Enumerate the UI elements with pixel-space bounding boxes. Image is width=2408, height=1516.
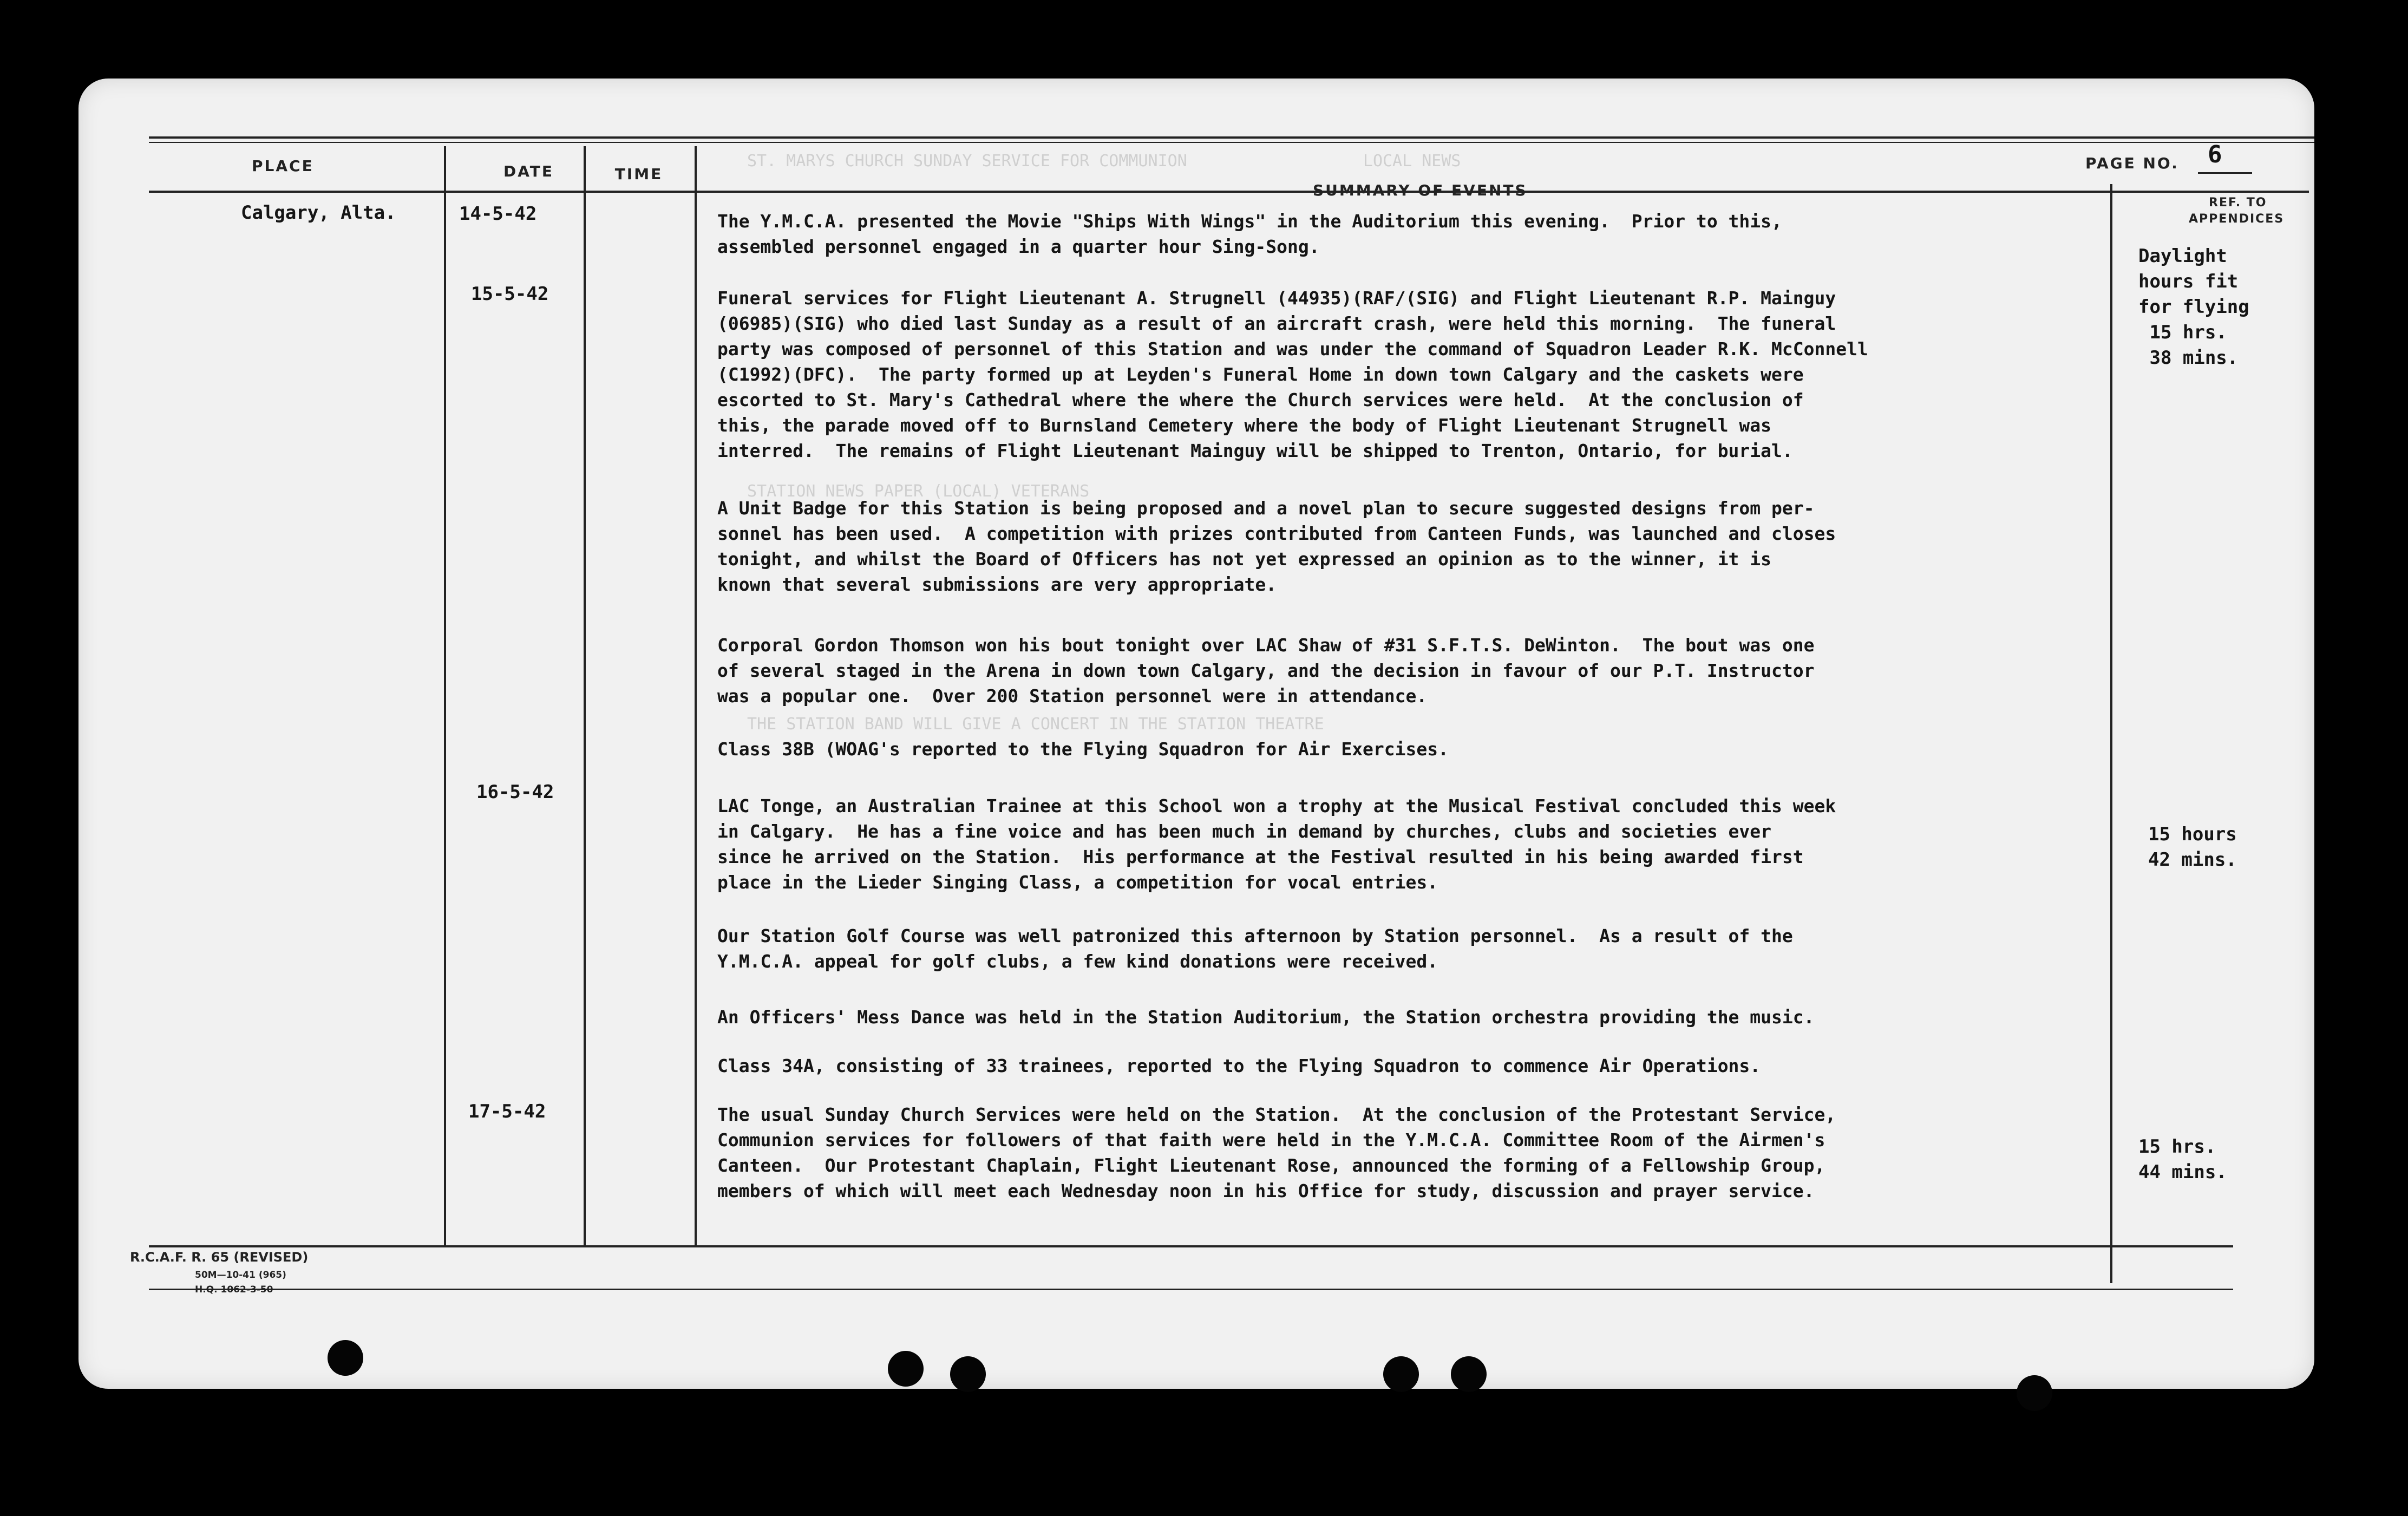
bleed-through-text: STATION NEWS PAPER (LOCAL) VETERANS: [747, 482, 1090, 501]
header-date: DATE: [503, 162, 554, 180]
date-entry: 16-5-42: [476, 781, 554, 803]
date-entry: 14-5-42: [459, 203, 537, 225]
page-no-underline: [2198, 172, 2252, 174]
event-entry: Corporal Gordon Thomson won his bout tonight over LAC Shaw of #31 S.F.T.S. DeWinton. The bout was one of several staged in the Arena in down town Calgary, and the decision in favour of our P.T. Instructor was a popular one. Over 200 Station personnel were in attendance.: [717, 635, 1815, 707]
col-divider-date: [584, 146, 586, 1245]
event-entry: Our Station Golf Course was well patronized this afternoon by Station personnel. As a result of the Y.M.C.A. appeal for golf clubs, a few kind donations were received.: [717, 925, 1793, 972]
bottom-rule: [149, 1245, 2233, 1247]
header-page-no-label: PAGE NO.: [2085, 154, 2179, 172]
bleed-through-text: THE STATION BAND WILL GIVE A CONCERT IN THE STATION THEATRE: [747, 715, 1324, 734]
date-entry: 17-5-42: [468, 1101, 546, 1122]
event-entry: Class 34A, consisting of 33 trainees, reported to the Flying Squadron to commence Air Operations.: [717, 1055, 1761, 1076]
event-entry: The Y.M.C.A. presented the Movie "Ships With Wings" in the Auditorium this evening. Prior to this, assembled personnel engaged in a quarter hour Sing-Song.: [717, 211, 1782, 257]
event-entry: A Unit Badge for this Station is being proposed and a novel plan to secure suggested designs from per- sonnel has been used. A competition with prizes contributed from Canteen Funds, was launched and closes tonight, and whilst the Board of Officers has not yet expressed an opinion as to the winner, it is known that several submissions are very appropriate.: [717, 498, 1836, 595]
bottom-rule-2: [149, 1289, 2233, 1290]
col-divider-time: [695, 146, 697, 1245]
event-entry: Funeral services for Flight Lieutenant A. Strugnell (44935)(RAF/(SIG) and Flight Lieutenant R.P. Mainguy (06985)(SIG) who died last Sunday as a result of an aircraft crash, were held this morning. The funeral party was composed of personnel of this Station and was under the command of Squadron Leader R.K. McConnell (C1992)(DFC). The party formed up at Leyden's Funeral Home in down town Calgary and the caskets were escorted to St. Mary's Cathedral where the where the Church services were held. At the conclusion of this, the parade moved off to Burnsland Cemetery where the body of Flight Lieutenant Strugnell was interred. The remains of Flight Lieutenant Mainguy will be shipped to Trenton, Ontario, for burial.: [717, 287, 1868, 461]
header-ref-line2: APPENDICES: [2189, 212, 2285, 226]
event-entry: The usual Sunday Church Services were held on the Station. At the conclusion of the Protestant Service, Communion services for followers of that faith were held in the Y.M.C.A. Committee Room of the Airmen's Canteen. Our Protestant Chaplain, Flight Lieutenant Rose, announced the forming of a Fellowship Group, members of which will meet each Wednesday noon in his Office for study, discussion and prayer service.: [717, 1104, 1836, 1201]
form-print-run: 50M—10-41 (965): [195, 1270, 286, 1280]
punch-hole: [328, 1340, 363, 1376]
bleed-through-text: ST. MARYS CHURCH SUNDAY SERVICE FOR COMMUNION LOCAL NEWS: [747, 152, 1461, 171]
punch-hole: [2017, 1375, 2052, 1411]
header-rule: [149, 191, 2309, 193]
event-entry: Class 38B (WOAG's reported to the Flying Squadron for Air Exercises.: [717, 739, 1449, 760]
punch-hole: [1451, 1356, 1487, 1392]
appendix-ref: 15 hours 42 mins.: [2148, 824, 2237, 871]
top-rule: [149, 136, 2314, 139]
appendix-ref: 15 hrs. 44 mins.: [2138, 1136, 2227, 1183]
header-time: TIME: [614, 165, 663, 183]
form-hq-ref: H.Q. 1062-3-50: [195, 1284, 273, 1295]
header-summary: SUMMARY OF EVENTS: [1313, 181, 1528, 199]
header-place: PLACE: [252, 157, 314, 175]
place-entry: Calgary, Alta.: [241, 202, 396, 224]
event-entry: LAC Tonge, an Australian Trainee at this School won a trophy at the Musical Festival concluded this week in Calgary. He has a fine voice and has been much in demand by churches, clubs and societies ever since he arrived on the Station. His performance at the Festival resulted in his being awarded first place in the Lieder Singing Class, a competition for vocal entries.: [717, 795, 1836, 893]
appendix-ref: Daylight hours fit for flying 15 hrs. 38 mins.: [2138, 245, 2249, 369]
col-divider-place: [444, 146, 446, 1245]
header-page-no-value: 6: [2208, 141, 2222, 168]
punch-hole: [1383, 1356, 1419, 1392]
date-entry: 15-5-42: [471, 283, 549, 305]
event-entry: An Officers' Mess Dance was held in the Station Auditorium, the Station orchestra providing the music.: [717, 1007, 1815, 1028]
punch-hole: [950, 1356, 986, 1392]
form-number: R.C.A.F. R. 65 (REVISED): [130, 1250, 309, 1265]
punch-hole: [888, 1351, 924, 1387]
header-ref-line1: REF. TO: [2209, 196, 2267, 210]
top-rule-2: [149, 142, 2314, 143]
